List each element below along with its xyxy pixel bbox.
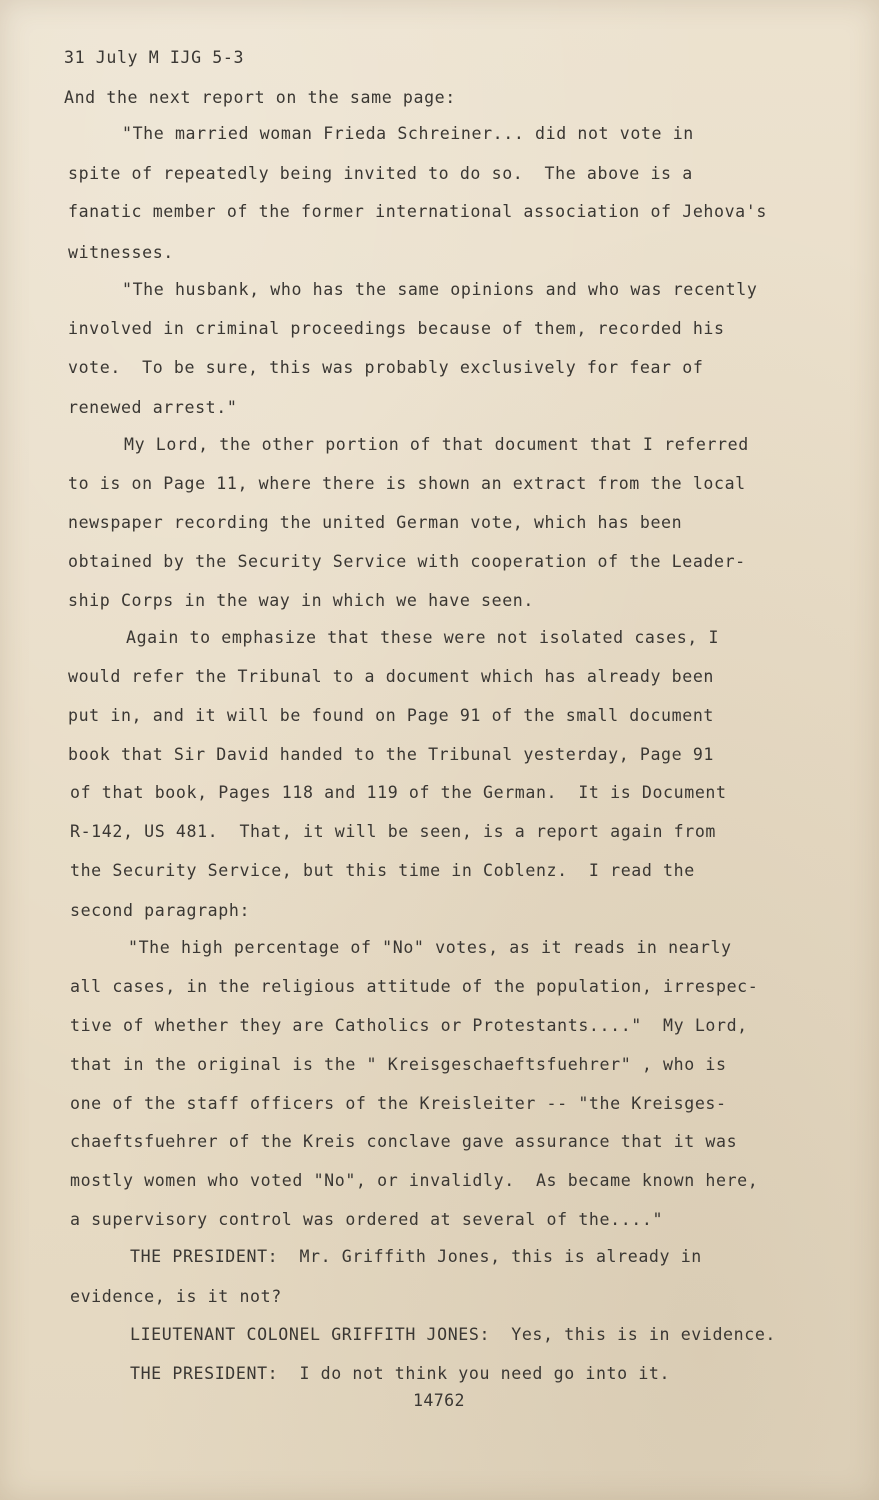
- speaker-line: THE PRESIDENT: Mr. Griffith Jones, this is already in: [130, 1247, 702, 1266]
- speaker-line: LIEUTENANT COLONEL GRIFFITH JONES: Yes, this is in evidence.: [130, 1325, 777, 1344]
- text-line: involved in criminal proceedings because of them, recorded his: [68, 319, 725, 338]
- text-line: spite of repeatedly being invited to do so. The above is a: [68, 164, 693, 183]
- text-line: And the next report on the same page:: [64, 88, 456, 107]
- text-line: witnesses.: [68, 243, 174, 262]
- text-line: book that Sir David handed to the Tribunal yesterday, Page 91: [68, 745, 715, 764]
- text-line: to is on Page 11, where there is shown an extract from the local: [68, 474, 746, 493]
- text-line: My Lord, the other portion of that document that I referred: [124, 435, 749, 454]
- text-line: would refer the Tribunal to a document which has already been: [68, 667, 715, 686]
- text-line: one of the staff officers of the Kreisleiter -- "the Kreisges-: [70, 1094, 727, 1113]
- text-line: second paragraph:: [70, 901, 251, 920]
- text-line: Again to emphasize that these were not isolated cases, I: [126, 628, 720, 647]
- text-line: ship Corps in the way in which we have seen.: [68, 591, 534, 610]
- text-line: a supervisory control was ordered at several of the....": [70, 1210, 664, 1229]
- text-line: all cases, in the religious attitude of the population, irrespec-: [70, 977, 759, 996]
- text-line: "The high percentage of "No" votes, as it reads in nearly: [128, 938, 732, 957]
- text-line: "The husbank, who has the same opinions and who was recently: [122, 280, 758, 299]
- text-line: chaeftsfuehrer of the Kreis conclave gave assurance that it was: [70, 1132, 738, 1151]
- text-line: newspaper recording the united German vote, which has been: [68, 513, 683, 532]
- text-line: the Security Service, but this time in Coblenz. I read the: [70, 861, 695, 880]
- text-line: obtained by the Security Service with cooperation of the Leader-: [68, 552, 746, 571]
- text-line: "The married woman Frieda Schreiner... did not vote in: [122, 124, 694, 143]
- speaker-line: THE PRESIDENT: I do not think you need go into it.: [130, 1364, 671, 1383]
- page-number: 14762: [413, 1391, 465, 1410]
- text-line: vote. To be sure, this was probably exclusively for fear of: [68, 358, 704, 377]
- text-line: renewed arrest.": [68, 398, 238, 417]
- text-line: fanatic member of the former international association of Jehova's: [68, 202, 767, 221]
- text-line: tive of whether they are Catholics or Protestants...." My Lord,: [70, 1016, 748, 1035]
- text-line: evidence, is it not?: [70, 1287, 282, 1306]
- text-line: that in the original is the " Kreisgeschaeftsfuehrer" , who is: [70, 1055, 727, 1074]
- text-line: R-142, US 481. That, it will be seen, is a report again from: [70, 822, 717, 841]
- dateline-header: 31 July M IJG 5-3: [64, 48, 245, 67]
- text-line: mostly women who voted "No", or invalidly. As became known here,: [70, 1171, 759, 1190]
- text-line: put in, and it will be found on Page 91 of the small document: [68, 706, 715, 725]
- text-line: of that book, Pages 118 and 119 of the German. It is Document: [70, 783, 727, 802]
